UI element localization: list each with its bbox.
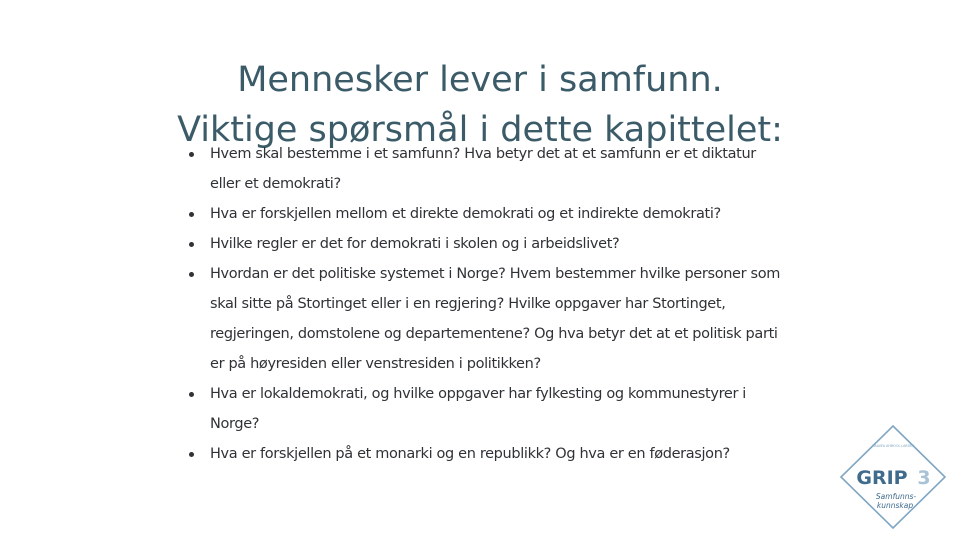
list-item: Hva er lokaldemokrati, og hvilke oppgaver har fylkesting og kommunestyrer i Norge? [188, 379, 788, 439]
logo-publisher: HAAVEA AHMOOL LARSEN [872, 444, 914, 448]
list-item: Hva er forskjellen mellom et direkte demokrati og et indirekte demokrati? [188, 199, 788, 229]
logo-subtitle-2: kunnskap [876, 501, 914, 510]
list-item: Hvordan er det politiske systemet i Norge? Hvem bestemmer hvilke personer som skal sitte på Stortinget eller i en regjering? Hvilke oppgaver har Stortinget, regjeringen, domstolene og departementene? Og hva betyr det at et politisk parti er på høyresiden eller venstresiden i politikken? [188, 259, 788, 379]
list-item: Hvilke regler er det for demokrati i skolen og i arbeidslivet? [188, 229, 788, 259]
logo-number: 3 [917, 467, 931, 489]
title-line-1: Mennesker lever i samfunn. [237, 60, 723, 101]
logo-name: GRIP [856, 467, 908, 489]
list-item: Hva er forskjellen på et monarki og en republikk? Og hva er en føderasjon? [188, 439, 788, 469]
title-line-2: Viktige spørsmål i dette kapittelet: [177, 110, 783, 151]
question-list [188, 139, 788, 469]
list-item: Hvem skal bestemme i et samfunn? Hva betyr det at et samfunn er et diktatur eller et demokrati? [188, 139, 788, 199]
grip-logo [838, 424, 948, 530]
logo-subtitle-1: Samfunns- [875, 492, 917, 501]
